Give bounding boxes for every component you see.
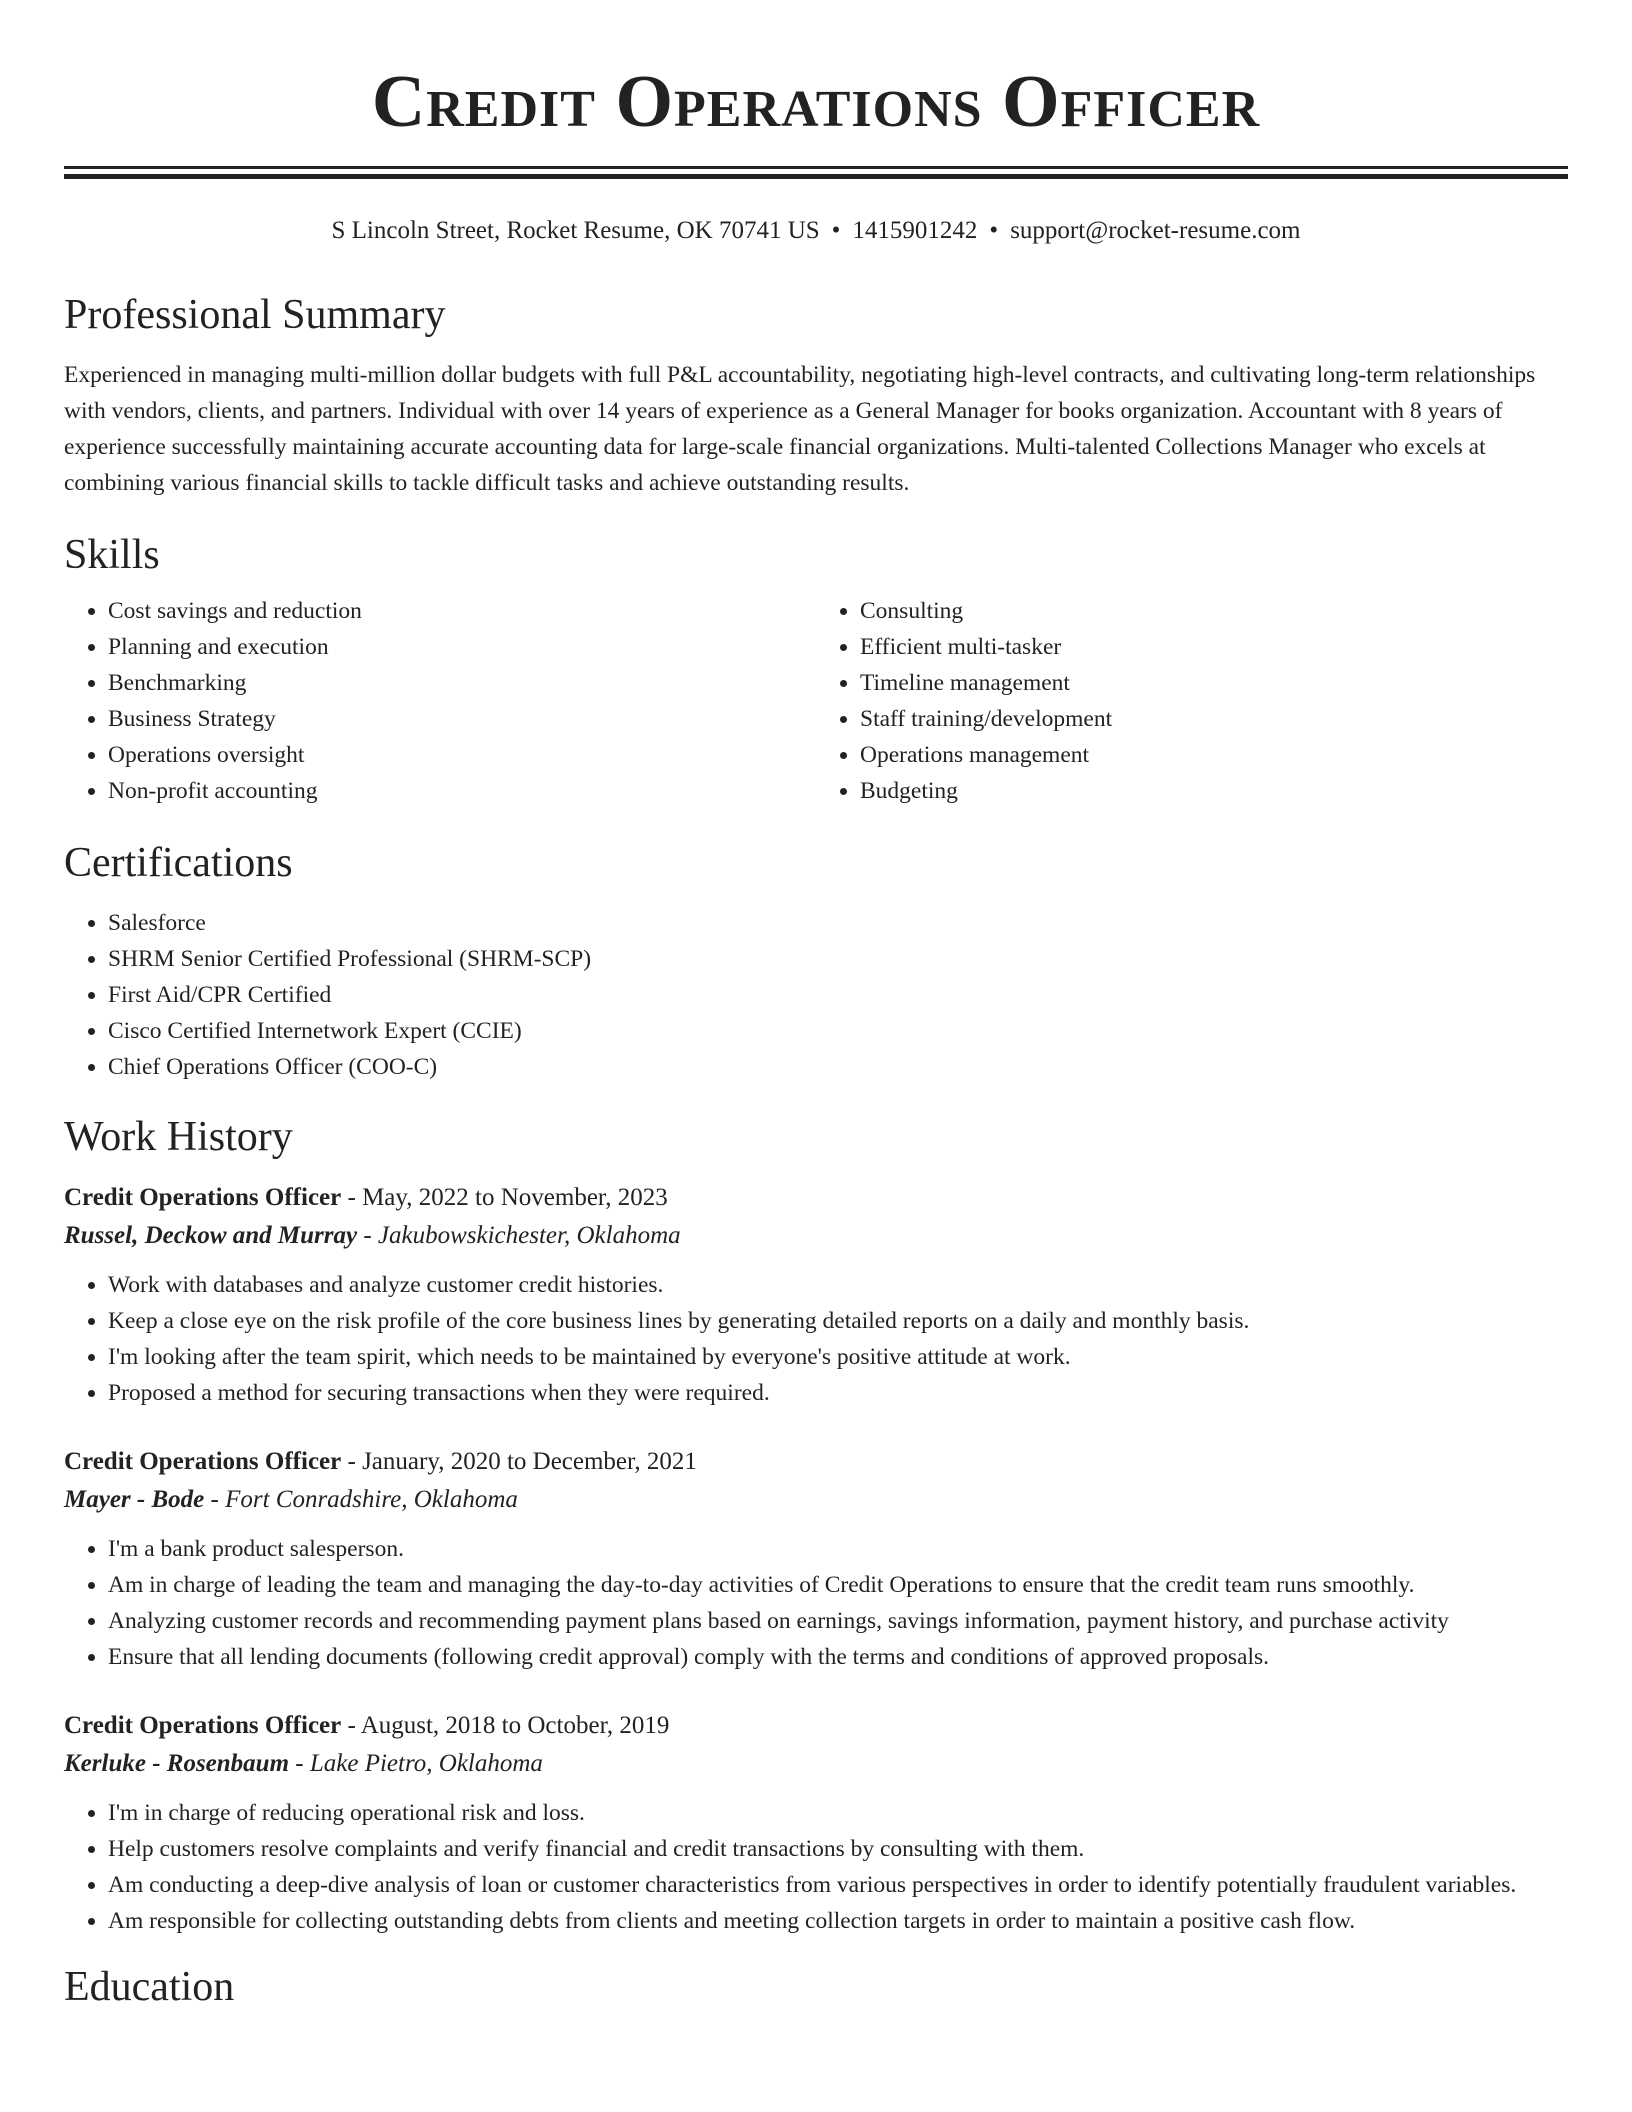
job-bullet: • I'm a bank product salesperson. xyxy=(108,1531,1568,1567)
contact-separator: • xyxy=(989,217,999,244)
certifications-list xyxy=(64,905,1568,1085)
job-dash: - xyxy=(289,1750,310,1777)
job-bullet: • Analyzing customer records and recommending payment plans based on earnings, savings information, payment history, and purchase activity xyxy=(108,1603,1568,1639)
job-dates: January, 2020 to December, 2021 xyxy=(362,1448,697,1475)
job-dash: - xyxy=(341,1448,363,1475)
job-company-line xyxy=(64,1481,1568,1519)
certification-item: • Cisco Certified Internetwork Expert (CCIE) xyxy=(108,1013,1568,1049)
job-bullet: • Am in charge of leading the team and managing the day-to-day activities of Credit Operations to ensure that the credit team runs smoothly. xyxy=(108,1567,1568,1603)
skill-item: • Consulting xyxy=(860,593,1568,629)
certification-item: • SHRM Senior Certified Professional (SHRM-SCP) xyxy=(108,941,1568,977)
summary-heading: Professional Summary xyxy=(64,292,446,338)
education-heading: Education xyxy=(64,1964,235,2010)
resume-page xyxy=(64,0,1568,2013)
skill-item: • Operations oversight xyxy=(108,737,816,773)
skill-item: • Non-profit accounting xyxy=(108,773,816,809)
job-company: Russel, Deckow and Murray xyxy=(64,1222,358,1249)
skills-heading: Skills xyxy=(64,532,160,578)
job-bullet: • I'm in charge of reducing operational risk and loss. xyxy=(108,1795,1568,1831)
job-bullet: • Help customers resolve complaints and verify financial and credit transactions by consulting with them. xyxy=(108,1831,1568,1867)
job-company-line xyxy=(64,1745,1568,1783)
job-bullets xyxy=(64,1795,1568,1939)
skill-item: • Staff training/development xyxy=(860,701,1568,737)
job-entry xyxy=(64,1443,1568,1675)
job-title: Credit Operations Officer xyxy=(64,1184,342,1211)
job-entry xyxy=(64,1707,1568,1939)
skill-item: • Planning and execution xyxy=(108,629,816,665)
skill-item: • Operations management xyxy=(860,737,1568,773)
skill-item: • Budgeting xyxy=(860,773,1568,809)
certification-item: • First Aid/CPR Certified xyxy=(108,977,1568,1013)
job-bullets xyxy=(64,1531,1568,1675)
job-company-line xyxy=(64,1217,1568,1255)
job-dash: - xyxy=(341,1712,361,1739)
work-history-heading: Work History xyxy=(64,1114,293,1160)
job-company: Kerluke - Rosenbaum xyxy=(64,1750,290,1777)
job-dash: - xyxy=(204,1486,226,1513)
job-bullet: • Keep a close eye on the risk profile of the core business lines by generating detailed reports on a daily and monthly basis. xyxy=(108,1303,1568,1339)
job-title-line xyxy=(64,1707,1568,1745)
skills-columns xyxy=(64,593,1568,809)
job-title-line xyxy=(64,1443,1568,1481)
skill-item: • Efficient multi-tasker xyxy=(860,629,1568,665)
job-dash: - xyxy=(341,1184,363,1211)
skill-item: • Timeline management xyxy=(860,665,1568,701)
job-entry xyxy=(64,1179,1568,1411)
job-bullet: • Am responsible for collecting outstanding debts from clients and meeting collection targets in order to maintain a positive cash flow. xyxy=(108,1903,1568,1939)
job-location: Jakubowskichester, Oklahoma xyxy=(377,1222,681,1249)
summary-text: Experienced in managing multi-million dollar budgets with full P&L accountability, negotiating high-level contracts, and cultivating long-term relationships with vendors, clients, and partners. Individual with over 14 years of experience as a General Manager for books organization. Accountant with 8 years of experience successfully maintaining accurate accounting data for large-scale financial organizations. Multi-talented Collections Manager who excels at combining various financial skills to tackle difficult tasks and achieve outstanding results. xyxy=(64,362,1536,496)
job-location: Lake Pietro, Oklahoma xyxy=(309,1750,543,1777)
title-divider-bottom xyxy=(64,174,1568,179)
contact-line xyxy=(64,215,1568,247)
certifications-heading: Certifications xyxy=(64,840,293,886)
job-bullet: • Ensure that all lending documents (following credit approval) comply with the terms and conditions of approved proposals. xyxy=(108,1639,1568,1675)
contact-phone: 1415901242 xyxy=(852,217,978,244)
job-location: Fort Conradshire, Oklahoma xyxy=(225,1486,518,1513)
job-bullet: • Proposed a method for securing transactions when they were required. xyxy=(108,1375,1568,1411)
contact-separator: • xyxy=(831,217,841,244)
job-bullet: • Work with databases and analyze customer credit histories. xyxy=(108,1267,1568,1303)
page-title: Credit Operations Officer xyxy=(371,61,1261,143)
job-bullet: • Am conducting a deep-dive analysis of loan or customer characteristics from various perspectives in order to identify potentially fraudulent variables. xyxy=(108,1867,1568,1903)
contact-email: support@rocket-resume.com xyxy=(1010,217,1301,244)
certification-item: • Chief Operations Officer (COO-C) xyxy=(108,1049,1568,1085)
job-title: Credit Operations Officer xyxy=(64,1448,342,1475)
certification-item: • Salesforce xyxy=(108,905,1568,941)
job-company: Mayer - Bode xyxy=(64,1486,205,1513)
job-title-line xyxy=(64,1179,1568,1217)
job-title: Credit Operations Officer xyxy=(64,1712,342,1739)
skill-item: • Business Strategy xyxy=(108,701,816,737)
skills-list-right xyxy=(816,593,1568,809)
job-dates: August, 2018 to October, 2019 xyxy=(360,1712,670,1739)
job-dates: May, 2022 to November, 2023 xyxy=(362,1184,668,1211)
job-bullets xyxy=(64,1267,1568,1411)
contact-address: S Lincoln Street, Rocket Resume, OK 70741 US xyxy=(331,217,820,244)
job-bullet: • I'm looking after the team spirit, which needs to be maintained by everyone's positive attitude at work. xyxy=(108,1339,1568,1375)
job-dash: - xyxy=(357,1222,378,1249)
skills-list-left xyxy=(64,593,816,809)
title-divider-top xyxy=(64,166,1568,169)
skill-item: • Cost savings and reduction xyxy=(108,593,816,629)
skill-item: • Benchmarking xyxy=(108,665,816,701)
